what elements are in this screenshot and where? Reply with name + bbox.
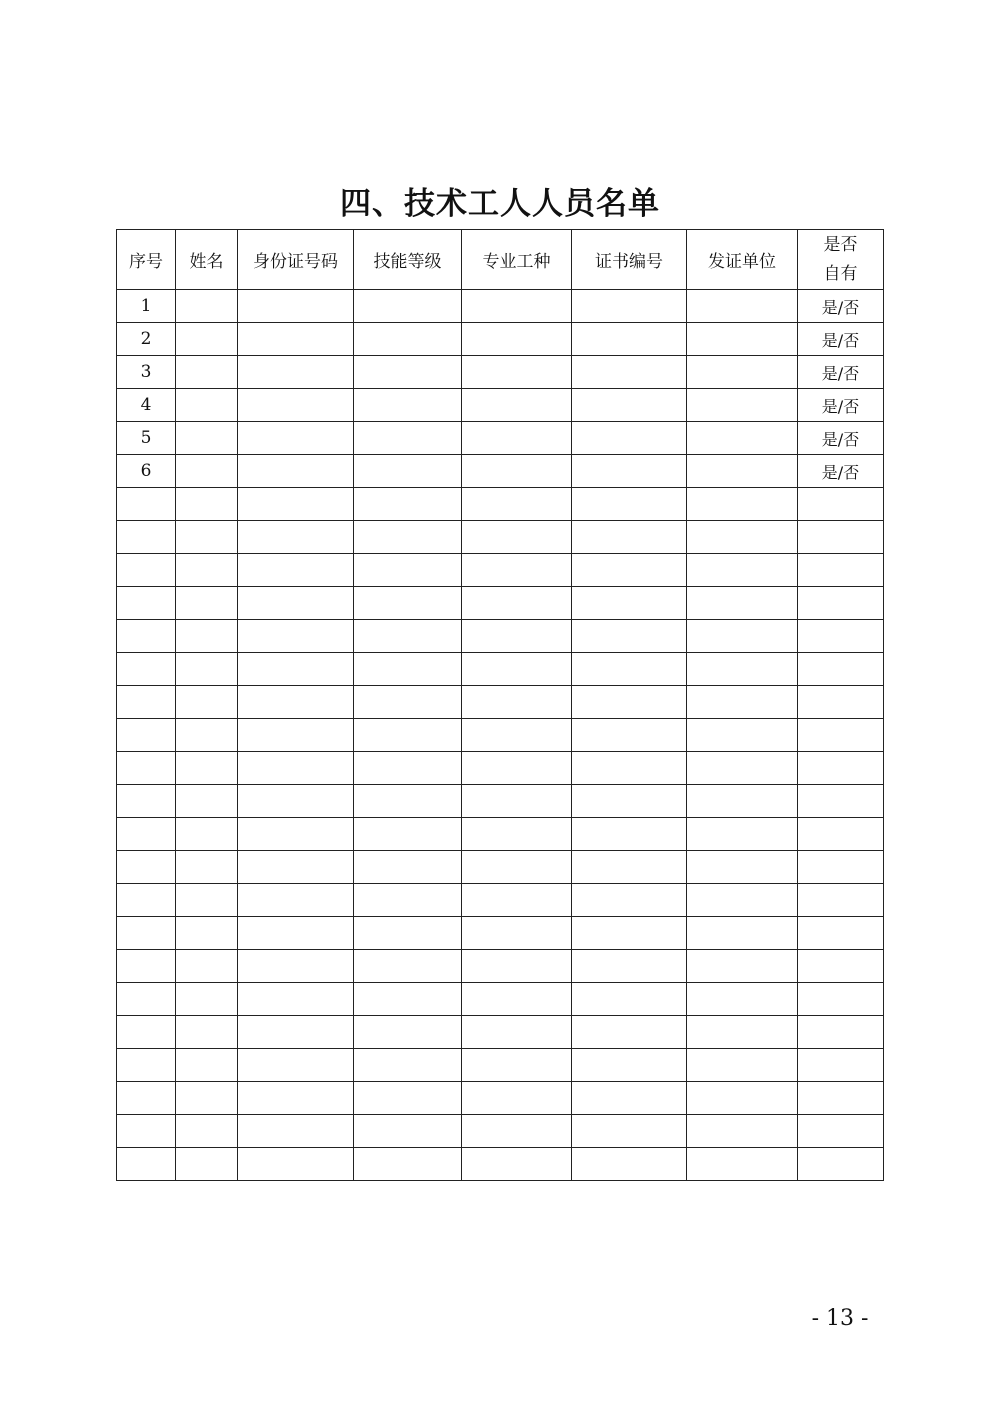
cell-id-number[interactable] — [238, 1115, 354, 1148]
table-row — [117, 620, 884, 653]
cell-id-number[interactable] — [238, 884, 354, 917]
cell-id-number[interactable] — [238, 950, 354, 983]
cell-issuer[interactable] — [687, 851, 798, 884]
table-row — [117, 488, 884, 521]
cell-skill-level[interactable] — [354, 884, 462, 917]
cell-id-number[interactable] — [238, 653, 354, 686]
cell-id-number[interactable] — [238, 1148, 354, 1181]
cell-trade[interactable] — [462, 686, 572, 719]
cell-cert-number[interactable] — [572, 1082, 687, 1115]
cell-seq[interactable]: 1 — [117, 290, 176, 323]
cell-trade[interactable] — [462, 917, 572, 950]
cell-skill-level[interactable] — [354, 521, 462, 554]
cell-seq[interactable] — [117, 1148, 176, 1181]
cell-issuer[interactable] — [687, 422, 798, 455]
cell-own[interactable] — [798, 950, 884, 983]
cell-name[interactable] — [176, 1115, 238, 1148]
cell-cert-number[interactable] — [572, 653, 687, 686]
cell-trade[interactable] — [462, 1082, 572, 1115]
page-number: - 13 - — [811, 1306, 869, 1331]
cell-name[interactable] — [176, 389, 238, 422]
cell-own[interactable] — [798, 719, 884, 752]
cell-name[interactable] — [176, 521, 238, 554]
cell-trade[interactable] — [462, 356, 572, 389]
cell-name[interactable] — [176, 1148, 238, 1181]
cell-seq[interactable] — [117, 752, 176, 785]
cell-seq[interactable]: 4 — [117, 389, 176, 422]
cell-trade[interactable] — [462, 983, 572, 1016]
cell-cert-number[interactable] — [572, 620, 687, 653]
cell-seq[interactable] — [117, 785, 176, 818]
cell-name[interactable] — [176, 356, 238, 389]
table-row — [117, 686, 884, 719]
table-row — [117, 521, 884, 554]
cell-id-number[interactable] — [238, 752, 354, 785]
cell-seq[interactable]: 3 — [117, 356, 176, 389]
table-header-row — [117, 230, 884, 290]
cell-cert-number[interactable] — [572, 1148, 687, 1181]
cell-issuer[interactable] — [687, 488, 798, 521]
cell-skill-level[interactable] — [354, 422, 462, 455]
table-row — [117, 917, 884, 950]
cell-trade[interactable] — [462, 1148, 572, 1181]
table-row — [117, 455, 884, 488]
header-own — [798, 230, 884, 290]
cell-issuer[interactable] — [687, 521, 798, 554]
cell-trade[interactable] — [462, 1115, 572, 1148]
cell-issuer[interactable] — [687, 1082, 798, 1115]
table-row — [117, 851, 884, 884]
cell-trade[interactable] — [462, 323, 572, 356]
cell-seq[interactable] — [117, 719, 176, 752]
cell-issuer[interactable] — [687, 1148, 798, 1181]
cell-cert-number[interactable] — [572, 488, 687, 521]
cell-own[interactable] — [798, 983, 884, 1016]
cell-name[interactable] — [176, 323, 238, 356]
cell-cert-number[interactable] — [572, 356, 687, 389]
cell-cert-number[interactable] — [572, 521, 687, 554]
cell-own[interactable] — [798, 785, 884, 818]
cell-id-number[interactable] — [238, 389, 354, 422]
cell-skill-level[interactable] — [354, 1049, 462, 1082]
cell-id-number[interactable] — [238, 521, 354, 554]
cell-seq[interactable] — [117, 818, 176, 851]
cell-trade[interactable] — [462, 521, 572, 554]
cell-seq[interactable] — [117, 488, 176, 521]
cell-trade[interactable] — [462, 488, 572, 521]
cell-issuer[interactable] — [687, 653, 798, 686]
cell-id-number[interactable] — [238, 851, 354, 884]
cell-skill-level[interactable] — [354, 356, 462, 389]
cell-issuer[interactable] — [687, 455, 798, 488]
header-trade: 专业工种 — [462, 230, 572, 290]
cell-skill-level[interactable] — [354, 653, 462, 686]
cell-id-number[interactable] — [238, 686, 354, 719]
cell-trade[interactable] — [462, 785, 572, 818]
cell-skill-level[interactable] — [354, 917, 462, 950]
cell-id-number[interactable] — [238, 1016, 354, 1049]
cell-seq[interactable]: 5 — [117, 422, 176, 455]
cell-cert-number[interactable] — [572, 950, 687, 983]
cell-own[interactable] — [798, 1115, 884, 1148]
cell-id-number[interactable] — [238, 455, 354, 488]
cell-trade[interactable] — [462, 719, 572, 752]
cell-trade[interactable] — [462, 1049, 572, 1082]
cell-own[interactable]: 是/否 — [798, 389, 884, 422]
table-row — [117, 1148, 884, 1181]
cell-cert-number[interactable] — [572, 422, 687, 455]
cell-skill-level[interactable] — [354, 719, 462, 752]
table-row — [117, 389, 884, 422]
cell-skill-level[interactable] — [354, 554, 462, 587]
cell-issuer[interactable] — [687, 1049, 798, 1082]
cell-own[interactable]: 是/否 — [798, 455, 884, 488]
page-title: 四、技术工人人员名单 — [340, 186, 660, 222]
cell-name[interactable] — [176, 554, 238, 587]
cell-trade[interactable] — [462, 620, 572, 653]
table-row — [117, 719, 884, 752]
cell-issuer[interactable] — [687, 620, 798, 653]
cell-skill-level[interactable] — [354, 323, 462, 356]
cell-own[interactable] — [798, 686, 884, 719]
cell-cert-number[interactable] — [572, 290, 687, 323]
cell-cert-number[interactable] — [572, 851, 687, 884]
cell-own[interactable]: 是/否 — [798, 290, 884, 323]
cell-id-number[interactable] — [238, 323, 354, 356]
cell-name[interactable] — [176, 917, 238, 950]
cell-cert-number[interactable] — [572, 983, 687, 1016]
header-own-line2: 自有 — [823, 263, 858, 284]
cell-trade[interactable] — [462, 422, 572, 455]
table-body — [117, 290, 884, 1181]
cell-name[interactable] — [176, 587, 238, 620]
cell-skill-level[interactable] — [354, 1115, 462, 1148]
cell-cert-number[interactable] — [572, 1016, 687, 1049]
cell-cert-number[interactable] — [572, 587, 687, 620]
cell-cert-number[interactable] — [572, 719, 687, 752]
cell-id-number[interactable] — [238, 488, 354, 521]
table-row — [117, 1016, 884, 1049]
cell-cert-number[interactable] — [572, 1049, 687, 1082]
header-cert-number: 证书编号 — [572, 230, 687, 290]
cell-seq[interactable] — [117, 1082, 176, 1115]
cell-id-number[interactable] — [238, 983, 354, 1016]
cell-id-number[interactable] — [238, 818, 354, 851]
cell-own[interactable] — [798, 917, 884, 950]
cell-seq[interactable] — [117, 554, 176, 587]
cell-trade[interactable] — [462, 455, 572, 488]
cell-seq[interactable]: 6 — [117, 455, 176, 488]
cell-own[interactable] — [798, 1049, 884, 1082]
cell-cert-number[interactable] — [572, 917, 687, 950]
cell-trade[interactable] — [462, 818, 572, 851]
cell-id-number[interactable] — [238, 422, 354, 455]
cell-trade[interactable] — [462, 1016, 572, 1049]
cell-cert-number[interactable] — [572, 818, 687, 851]
table-row — [117, 983, 884, 1016]
cell-trade[interactable] — [462, 587, 572, 620]
cell-trade[interactable] — [462, 851, 572, 884]
cell-own[interactable]: 是/否 — [798, 356, 884, 389]
header-seq: 序号 — [117, 230, 176, 290]
cell-skill-level[interactable] — [354, 455, 462, 488]
header-skill-level: 技能等级 — [354, 230, 462, 290]
cell-seq[interactable] — [117, 1115, 176, 1148]
cell-skill-level[interactable] — [354, 587, 462, 620]
table-row — [117, 1049, 884, 1082]
cell-own[interactable] — [798, 818, 884, 851]
technical-workers-table — [116, 229, 884, 1181]
table-row — [117, 422, 884, 455]
table-row — [117, 785, 884, 818]
cell-issuer[interactable] — [687, 1016, 798, 1049]
cell-name[interactable] — [176, 752, 238, 785]
cell-own[interactable] — [798, 851, 884, 884]
cell-name[interactable] — [176, 653, 238, 686]
cell-name[interactable] — [176, 620, 238, 653]
cell-cert-number[interactable] — [572, 455, 687, 488]
cell-name[interactable] — [176, 719, 238, 752]
cell-trade[interactable] — [462, 950, 572, 983]
cell-seq[interactable] — [117, 587, 176, 620]
cell-id-number[interactable] — [238, 1082, 354, 1115]
cell-own[interactable] — [798, 620, 884, 653]
cell-id-number[interactable] — [238, 620, 354, 653]
cell-skill-level[interactable] — [354, 752, 462, 785]
cell-seq[interactable] — [117, 620, 176, 653]
cell-id-number[interactable] — [238, 785, 354, 818]
cell-name[interactable] — [176, 785, 238, 818]
header-issuer: 发证单位 — [687, 230, 798, 290]
cell-name[interactable] — [176, 1049, 238, 1082]
cell-skill-level[interactable] — [354, 389, 462, 422]
cell-own[interactable] — [798, 488, 884, 521]
header-name: 姓名 — [176, 230, 238, 290]
cell-skill-level[interactable] — [354, 983, 462, 1016]
cell-seq[interactable] — [117, 950, 176, 983]
cell-id-number[interactable] — [238, 290, 354, 323]
cell-name[interactable] — [176, 488, 238, 521]
cell-id-number[interactable] — [238, 356, 354, 389]
cell-own[interactable] — [798, 521, 884, 554]
cell-own[interactable] — [798, 884, 884, 917]
cell-issuer[interactable] — [687, 917, 798, 950]
cell-seq[interactable] — [117, 1049, 176, 1082]
table-row — [117, 554, 884, 587]
cell-trade[interactable] — [462, 884, 572, 917]
cell-issuer[interactable] — [687, 719, 798, 752]
cell-cert-number[interactable] — [572, 323, 687, 356]
cell-issuer[interactable] — [687, 356, 798, 389]
cell-own[interactable] — [798, 1016, 884, 1049]
cell-cert-number[interactable] — [572, 389, 687, 422]
cell-trade[interactable] — [462, 752, 572, 785]
cell-id-number[interactable] — [238, 554, 354, 587]
cell-skill-level[interactable] — [354, 851, 462, 884]
cell-skill-level[interactable] — [354, 950, 462, 983]
table-row — [117, 884, 884, 917]
cell-seq[interactable] — [117, 1016, 176, 1049]
cell-seq[interactable]: 2 — [117, 323, 176, 356]
cell-name[interactable] — [176, 422, 238, 455]
cell-skill-level[interactable] — [354, 818, 462, 851]
cell-seq[interactable] — [117, 917, 176, 950]
cell-skill-level[interactable] — [354, 686, 462, 719]
cell-trade[interactable] — [462, 653, 572, 686]
cell-own[interactable] — [798, 1082, 884, 1115]
cell-name[interactable] — [176, 884, 238, 917]
table-row — [117, 587, 884, 620]
cell-issuer[interactable] — [687, 587, 798, 620]
cell-issuer[interactable] — [687, 290, 798, 323]
cell-issuer[interactable] — [687, 884, 798, 917]
cell-own[interactable] — [798, 1148, 884, 1181]
cell-issuer[interactable] — [687, 389, 798, 422]
cell-seq[interactable] — [117, 983, 176, 1016]
cell-seq[interactable] — [117, 851, 176, 884]
cell-own[interactable]: 是/否 — [798, 323, 884, 356]
cell-name[interactable] — [176, 1016, 238, 1049]
cell-issuer[interactable] — [687, 554, 798, 587]
cell-name[interactable] — [176, 290, 238, 323]
cell-cert-number[interactable] — [572, 884, 687, 917]
cell-name[interactable] — [176, 851, 238, 884]
table-row — [117, 323, 884, 356]
cell-issuer[interactable] — [687, 752, 798, 785]
cell-own[interactable] — [798, 752, 884, 785]
cell-skill-level[interactable] — [354, 620, 462, 653]
cell-trade[interactable] — [462, 290, 572, 323]
table-row — [117, 653, 884, 686]
cell-own[interactable] — [798, 653, 884, 686]
cell-name[interactable] — [176, 455, 238, 488]
cell-own[interactable]: 是/否 — [798, 422, 884, 455]
cell-seq[interactable] — [117, 653, 176, 686]
cell-issuer[interactable] — [687, 785, 798, 818]
cell-name[interactable] — [176, 818, 238, 851]
cell-trade[interactable] — [462, 389, 572, 422]
cell-issuer[interactable] — [687, 950, 798, 983]
cell-name[interactable] — [176, 983, 238, 1016]
cell-issuer[interactable] — [687, 686, 798, 719]
cell-seq[interactable] — [117, 884, 176, 917]
table-row — [117, 818, 884, 851]
table-row — [117, 950, 884, 983]
cell-own[interactable] — [798, 554, 884, 587]
header-id-number: 身份证号码 — [238, 230, 354, 290]
cell-skill-level[interactable] — [354, 488, 462, 521]
cell-issuer[interactable] — [687, 983, 798, 1016]
table-row — [117, 1115, 884, 1148]
cell-seq[interactable] — [117, 521, 176, 554]
cell-seq[interactable] — [117, 686, 176, 719]
cell-skill-level[interactable] — [354, 785, 462, 818]
cell-cert-number[interactable] — [572, 785, 687, 818]
cell-id-number[interactable] — [238, 1049, 354, 1082]
table-row — [117, 1082, 884, 1115]
cell-issuer[interactable] — [687, 818, 798, 851]
cell-id-number[interactable] — [238, 587, 354, 620]
cell-skill-level[interactable] — [354, 1016, 462, 1049]
cell-skill-level[interactable] — [354, 1082, 462, 1115]
cell-cert-number[interactable] — [572, 1115, 687, 1148]
cell-skill-level[interactable] — [354, 290, 462, 323]
header-own-line1: 是否 — [823, 234, 858, 255]
table-row — [117, 356, 884, 389]
table-row — [117, 290, 884, 323]
cell-name[interactable] — [176, 1082, 238, 1115]
cell-name[interactable] — [176, 950, 238, 983]
cell-cert-number[interactable] — [572, 752, 687, 785]
cell-id-number[interactable] — [238, 917, 354, 950]
cell-cert-number[interactable] — [572, 554, 687, 587]
cell-id-number[interactable] — [238, 719, 354, 752]
cell-cert-number[interactable] — [572, 686, 687, 719]
cell-issuer[interactable] — [687, 1115, 798, 1148]
cell-own[interactable] — [798, 587, 884, 620]
cell-name[interactable] — [176, 686, 238, 719]
cell-issuer[interactable] — [687, 323, 798, 356]
cell-skill-level[interactable] — [354, 1148, 462, 1181]
table-row — [117, 752, 884, 785]
cell-trade[interactable] — [462, 554, 572, 587]
